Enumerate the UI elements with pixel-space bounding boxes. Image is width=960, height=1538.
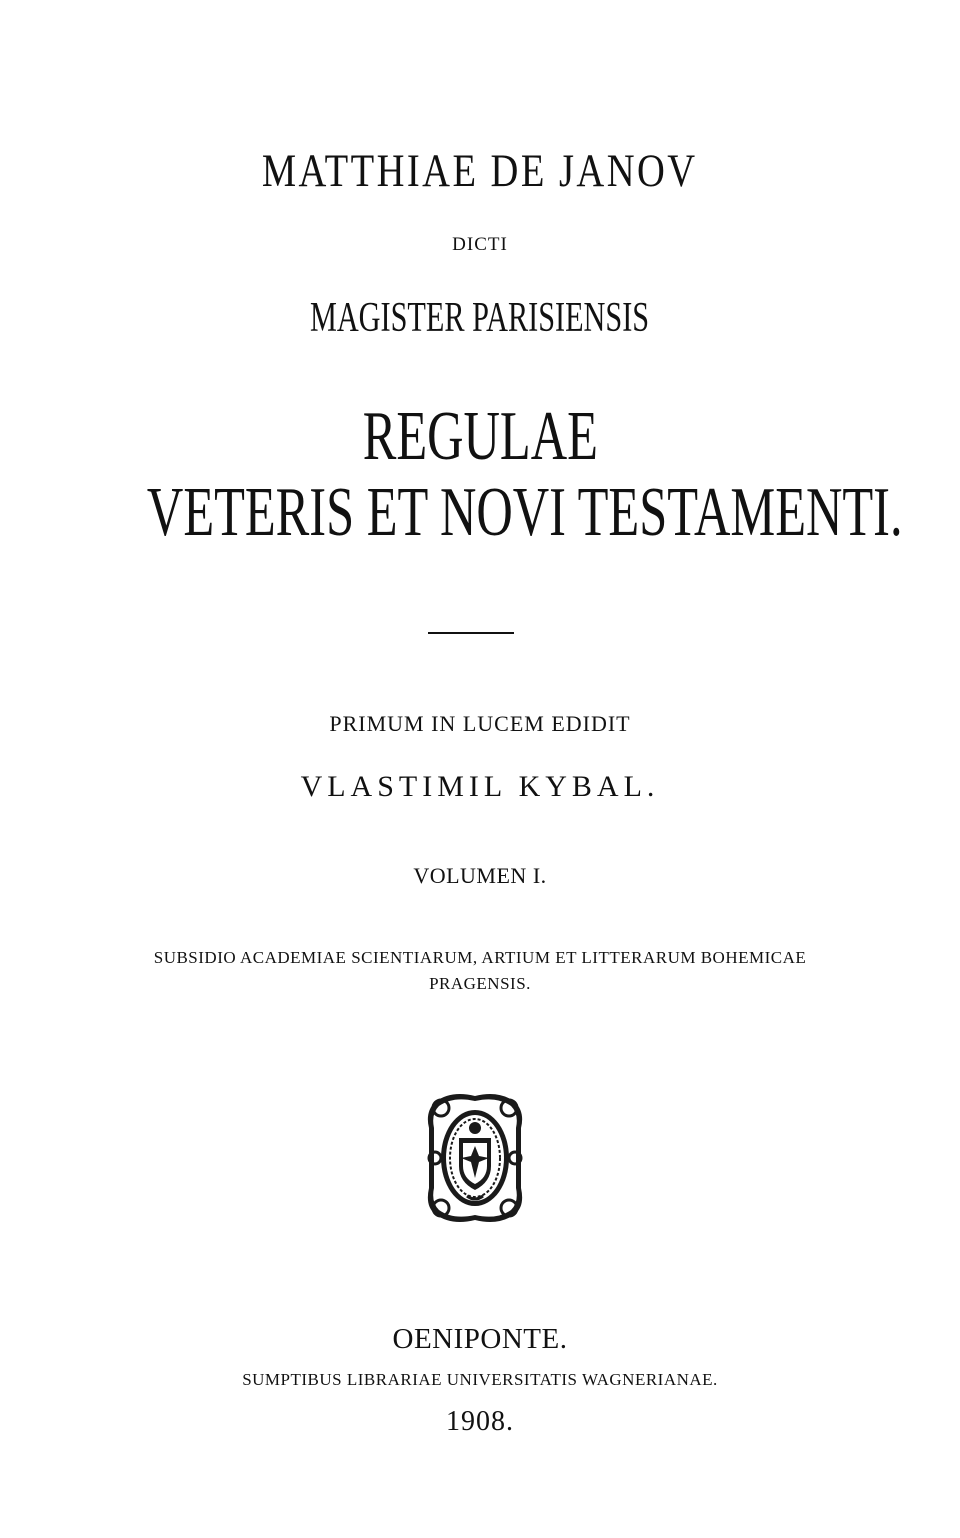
dicti-label: DICTI — [452, 234, 508, 255]
title-divider-rule — [428, 632, 514, 634]
place-of-publication: OENIPONTE. — [392, 1323, 568, 1355]
sponsor-line-2: PRAGENSIS. — [429, 974, 531, 993]
volume-number: VOLUMEN I. — [413, 863, 547, 888]
author-name-text: MATTHIAE DE JANOV — [262, 145, 698, 197]
book-title-line-2 — [0, 474, 960, 551]
publisher-line: SUMPTIBUS LIBRARIAE UNIVERSITATIS WAGNERIANAE. — [242, 1370, 718, 1389]
sponsor-line-1: SUBSIDIO ACADEMIAE SCIENTIARUM, ARTIUM ET LITTERARUM BOHEMICAE — [153, 948, 807, 967]
publication-year: 1908. — [446, 1406, 514, 1437]
editor-name: VLASTIMIL KYBAL. — [300, 770, 660, 803]
author-epithet — [0, 297, 960, 339]
book-title-line-1 — [0, 398, 960, 475]
book-title-line-2-text: VETERIS ET NOVI TESTAMENTI. — [146, 474, 903, 551]
author-epithet-text: MAGISTER PARISIENSIS — [310, 295, 650, 341]
academy-seal-emblem — [421, 1088, 529, 1228]
book-title-line-1-text: REGULAE — [362, 398, 598, 475]
author-name — [0, 145, 960, 197]
edition-note: PRIMUM IN LUCEM EDIDIT — [329, 711, 631, 736]
